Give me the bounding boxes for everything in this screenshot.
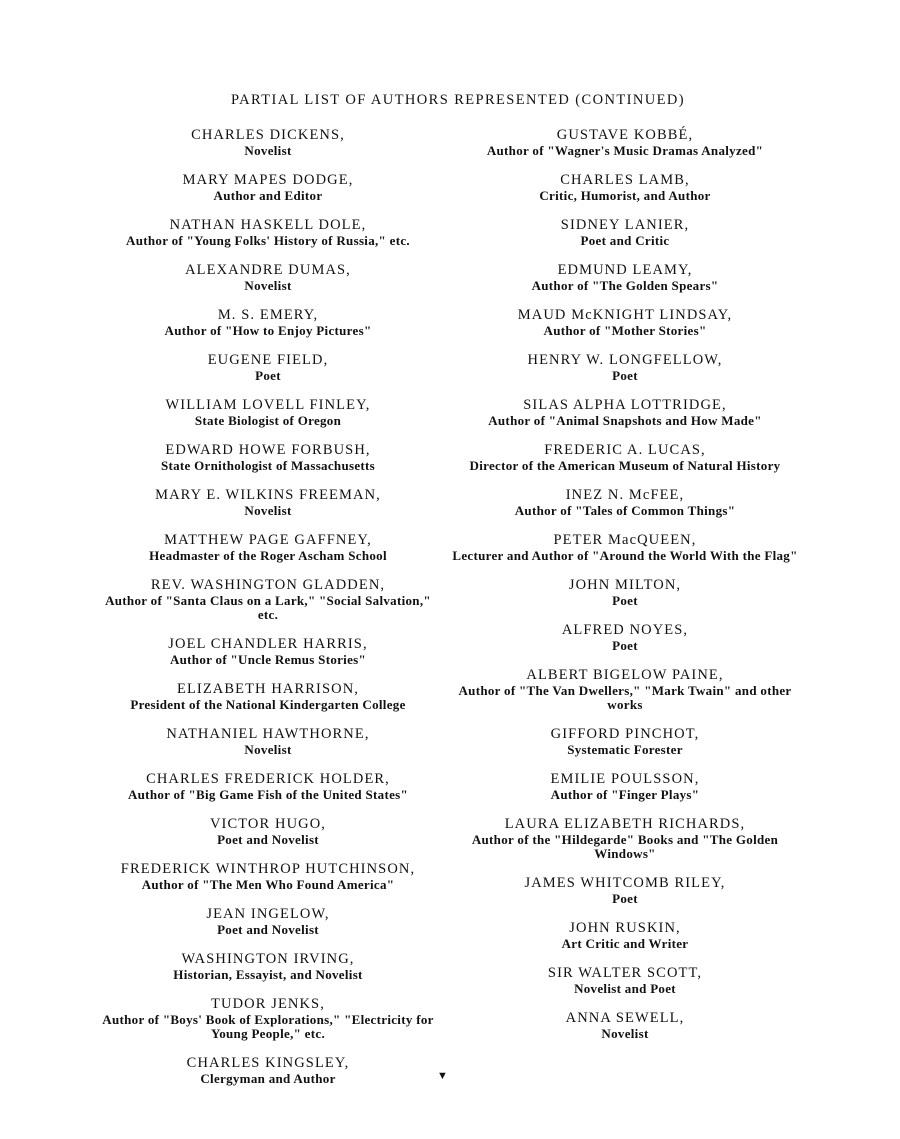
author-entry <box>452 351 798 383</box>
author-description: Author of "Mother Stories" <box>543 323 707 338</box>
author-entry <box>96 905 440 937</box>
author-description: Author of "Tales of Common Things" <box>514 503 736 518</box>
author-description: Poet <box>612 638 638 653</box>
author-description: Poet and Critic <box>580 233 670 248</box>
author-name: EDMUND LEAMY, <box>557 262 693 278</box>
author-description: Poet <box>612 368 638 383</box>
author-entry <box>452 725 798 757</box>
author-entry <box>96 531 440 563</box>
author-entry <box>96 995 440 1041</box>
author-description: Critic, Humorist, and Author <box>539 188 711 203</box>
author-entry <box>452 919 798 951</box>
author-name: SIR WALTER SCOTT, <box>547 965 703 981</box>
author-name: ELIZABETH HARRISON, <box>177 681 359 697</box>
author-name: MAUD McKNIGHT LINDSAY, <box>517 307 733 323</box>
author-name: ALBERT BIGELOW PAINE, <box>526 667 724 683</box>
author-entry <box>452 216 798 248</box>
author-name: REV. WASHINGTON GLADDEN, <box>150 577 386 593</box>
author-name: ANNA SEWELL, <box>565 1010 685 1026</box>
author-description: Author of "Uncle Remus Stories" <box>169 652 367 667</box>
author-entry <box>96 396 440 428</box>
author-name: CHARLES DICKENS, <box>191 127 345 143</box>
authors-column-left <box>96 126 440 1099</box>
author-entry <box>96 486 440 518</box>
author-description: State Ornithologist of Massachusetts <box>160 458 376 473</box>
author-description: Author and Editor <box>213 188 323 203</box>
author-entry <box>452 815 798 861</box>
author-entry <box>96 216 440 248</box>
page-title: PARTIAL LIST OF AUTHORS REPRESENTED (CONTINUED) <box>231 92 685 108</box>
author-name: MARY MAPES DODGE, <box>182 172 354 188</box>
author-entry <box>96 306 440 338</box>
author-name: ALFRED NOYES, <box>561 622 689 638</box>
author-entry <box>452 770 798 802</box>
author-description: Author of "The Men Who Found America" <box>141 877 395 892</box>
author-entry <box>452 171 798 203</box>
author-entry <box>96 815 440 847</box>
author-description: State Biologist of Oregon <box>194 413 342 428</box>
author-description: Author of "Young Folks' History of Russia," etc. <box>126 233 410 248</box>
author-entry <box>96 725 440 757</box>
author-name: NATHANIEL HAWTHORNE, <box>166 726 370 742</box>
author-description: Novelist <box>244 742 292 757</box>
author-description: Author of "The Golden Spears" <box>531 278 719 293</box>
author-entry <box>452 874 798 906</box>
author-entry <box>452 126 798 158</box>
author-name: EMILIE POULSSON, <box>550 771 700 787</box>
author-entry <box>96 680 440 712</box>
author-description: Author of "Santa Claus on a Lark," "Social Salvation," etc. <box>105 593 431 622</box>
author-entry <box>96 171 440 203</box>
author-name: CHARLES LAMB, <box>560 172 690 188</box>
author-description: Poet <box>612 891 638 906</box>
author-name: JOEL CHANDLER HARRIS, <box>168 636 368 652</box>
author-description: Novelist <box>244 503 292 518</box>
author-description: Author of "Boys' Book of Explorations," "Electricity for Young People," etc. <box>102 1012 434 1041</box>
author-entry <box>452 666 798 712</box>
author-name: HENRY W. LONGFELLOW, <box>527 352 723 368</box>
author-name: PETER MacQUEEN, <box>553 532 697 548</box>
author-name: SILAS ALPHA LOTTRIDGE, <box>523 397 727 413</box>
author-name: JEAN INGELOW, <box>206 906 330 922</box>
author-description: Historian, Essayist, and Novelist <box>173 967 363 982</box>
author-description: Lecturer and Author of "Around the World With the Flag" <box>452 548 798 563</box>
author-entry <box>452 1009 798 1041</box>
author-description: Director of the American Museum of Natural History <box>469 458 781 473</box>
page-end-marker-icon: ▼ <box>437 1070 448 1082</box>
author-description: Poet and Novelist <box>217 832 319 847</box>
author-description: Author of "Finger Plays" <box>550 787 700 802</box>
author-name: JOHN RUSKIN, <box>569 920 681 936</box>
author-entry <box>96 635 440 667</box>
author-name: SIDNEY LANIER, <box>560 217 690 233</box>
author-name: INEZ N. McFEE, <box>565 487 685 503</box>
author-name: GUSTAVE KOBBÉ, <box>556 127 694 143</box>
author-description: President of the National Kindergarten College <box>130 697 406 712</box>
author-entry <box>96 126 440 158</box>
author-name: VICTOR HUGO, <box>209 816 327 832</box>
author-entry <box>96 1054 440 1086</box>
author-entry <box>96 770 440 802</box>
author-description: Author of "Animal Snapshots and How Made" <box>488 413 762 428</box>
author-description: Novelist <box>601 1026 649 1041</box>
author-entry <box>96 441 440 473</box>
author-name: M. S. EMERY, <box>217 307 319 323</box>
author-description: Author of "How to Enjoy Pictures" <box>164 323 372 338</box>
author-description: Author of "Big Game Fish of the United States" <box>127 787 409 802</box>
author-entry <box>452 441 798 473</box>
author-description: Poet <box>255 368 281 383</box>
author-description: Clergyman and Author <box>200 1071 336 1086</box>
author-name: WILLIAM LOVELL FINLEY, <box>165 397 371 413</box>
author-name: GIFFORD PINCHOT, <box>550 726 700 742</box>
author-entry <box>96 576 440 622</box>
author-name: NATHAN HASKELL DOLE, <box>169 217 367 233</box>
author-name: JAMES WHITCOMB RILEY, <box>524 875 726 891</box>
author-name: WASHINGTON IRVING, <box>181 951 355 967</box>
author-entry <box>452 531 798 563</box>
author-name: MATTHEW PAGE GAFFNEY, <box>164 532 372 548</box>
author-name: TUDOR JENKS, <box>211 996 325 1012</box>
author-description: Author of "Wagner's Music Dramas Analyzed" <box>486 143 764 158</box>
author-name: FREDERICK WINTHROP HUTCHINSON, <box>120 861 416 877</box>
author-description: Poet <box>612 593 638 608</box>
author-entry <box>452 576 798 608</box>
author-name: CHARLES KINGSLEY, <box>186 1055 350 1071</box>
author-entry <box>452 306 798 338</box>
author-description: Novelist and Poet <box>574 981 676 996</box>
author-entry <box>96 860 440 892</box>
author-name: EDWARD HOWE FORBUSH, <box>165 442 371 458</box>
author-entry <box>452 486 798 518</box>
author-description: Headmaster of the Roger Ascham School <box>149 548 387 563</box>
author-description: Novelist <box>244 278 292 293</box>
authors-column-right <box>452 126 798 1054</box>
author-entry <box>452 621 798 653</box>
author-entry <box>96 261 440 293</box>
author-entry <box>96 351 440 383</box>
author-name: LAURA ELIZABETH RICHARDS, <box>504 816 746 832</box>
author-entry <box>96 950 440 982</box>
author-description: Poet and Novelist <box>217 922 319 937</box>
author-name: EUGENE FIELD, <box>207 352 329 368</box>
author-name: JOHN MILTON, <box>568 577 682 593</box>
author-entry <box>452 964 798 996</box>
author-entry <box>452 261 798 293</box>
author-name: CHARLES FREDERICK HOLDER, <box>146 771 390 787</box>
author-description: Author of the "Hildegarde" Books and "The Golden Windows" <box>471 832 779 861</box>
author-description: Novelist <box>244 143 292 158</box>
author-description: Systematic Forester <box>567 742 683 757</box>
author-name: MARY E. WILKINS FREEMAN, <box>155 487 381 503</box>
author-name: FREDERIC A. LUCAS, <box>544 442 706 458</box>
author-description: Art Critic and Writer <box>561 936 689 951</box>
author-entry <box>452 396 798 428</box>
author-name: ALEXANDRE DUMAS, <box>185 262 351 278</box>
author-description: Author of "The Van Dwellers," "Mark Twain" and other works <box>458 683 792 712</box>
